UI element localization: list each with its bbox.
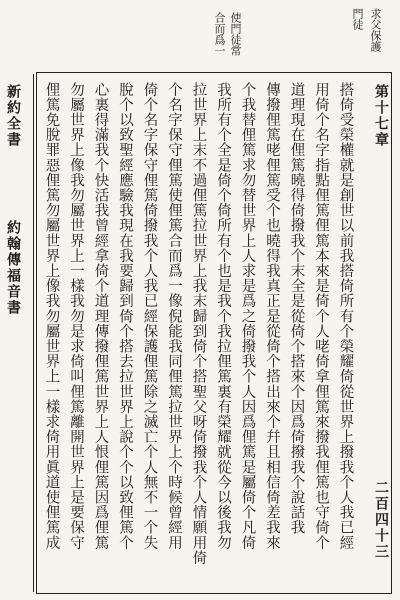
section-title: 約翰傳福音書 [5, 220, 21, 316]
text-column: 用倚个名字指點俚篤俚篤本來是倚个人咾倚拿俚篤來撥我俚篤也守倚个 [313, 82, 329, 551]
text-column: 倚个名字保守俚篤倚撥我个人我已經保護俚篤除之滅亡个人無不一个失 [141, 82, 158, 551]
margin-note-top-middle-1: 使門徒常 [229, 12, 242, 56]
text-column: 个我替俚篤求勿替世界上人求是爲之倚撥我个人因爲俚篤是屬倚个凡倚 [239, 82, 256, 551]
text-column: 俚篤免脫罪惡俚篤勿屬世界上像我勿屬世界上一樣求倚用眞道使俚篤成 [43, 82, 60, 551]
text-column: 脫个以致聖經應驗我現在我要歸到倚个搭去拉世界上說个个以致俚篤个 [117, 82, 133, 551]
text-column: 心裏得滿我个快活我曾經拿倚个道理傳撥俚篤世界上人恨俚篤因爲俚篤 [92, 82, 109, 551]
text-column: 拉世界上末不過俚篤拉世界上我末歸到倚个搭聖父呀倚撥我个人情願用倚 [190, 82, 207, 566]
text-column: 傳撥俚篤咾俚篤受个也曉得我真正是從倚个搭出來个幷且相信倚差我來 [264, 82, 280, 551]
margin-note-top-right-2: 門徒 [351, 8, 364, 30]
text-column: 我所有个全是倚个倚所有个也是我个我拉俚篤裏有榮耀就從今以後我勿 [215, 82, 231, 551]
margin-divider [33, 74, 34, 592]
page-number: 二百四十三 [373, 480, 389, 560]
margin-note-top-right-1: 求父保護 [369, 8, 382, 52]
text-column: 勿屬世界上像我勿屬世界上一樣我勿是求倚叫俚篤離開世界上是要保守 [68, 82, 84, 551]
book-title: 新約全書 [5, 84, 21, 148]
chapter-label: 第十七章 [373, 84, 389, 148]
text-column: 搭倚受榮權就是創世以前我搭倚所有个榮耀倚從世界上撥我个人我已經 [337, 82, 354, 551]
margin-note-top-middle-2: 合而爲一 [213, 12, 226, 56]
text-column: 道理現在俚篤曉得倚撥我个末全是從倚个搭來个因爲倚撥我个說話我 [288, 82, 305, 535]
text-column: 个名字保守俚篤使俚篤合而爲一像倪能我同俚篤拉世界上个時候曾經用 [166, 82, 182, 551]
